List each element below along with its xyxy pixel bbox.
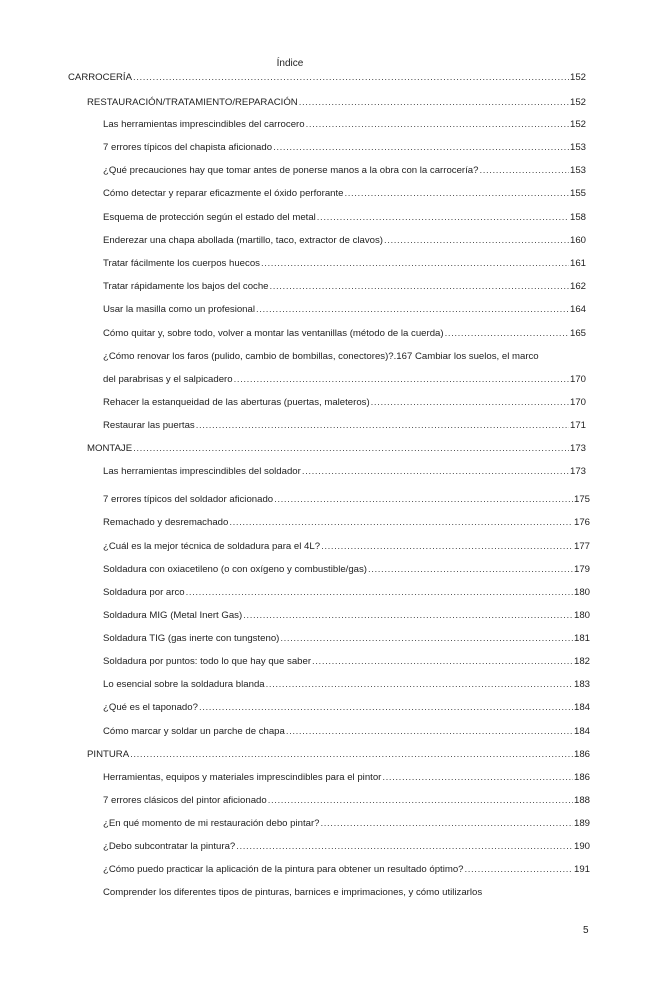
toc-entry-page: 186 <box>573 772 590 783</box>
dot-leader <box>133 72 569 83</box>
toc-entry[interactable] <box>103 726 590 737</box>
dot-leader <box>243 610 573 621</box>
toc-entry[interactable] <box>103 235 586 246</box>
toc-entry[interactable] <box>103 564 590 575</box>
toc-entry-text: ¿Cómo renovar los faros (pulido, cambio de bombillas, conectores)?.167 Cambiar los suelos, el marco <box>103 351 539 362</box>
dot-leader <box>479 165 569 176</box>
toc-entry-page: 165 <box>569 328 586 339</box>
dot-leader <box>345 188 569 199</box>
toc-entry-title: RESTAURACIÓN/TRATAMIENTO/REPARACIÓN <box>87 97 298 108</box>
toc-entry-page: 173 <box>569 466 586 477</box>
toc-title: Índice <box>276 58 304 69</box>
toc-entry-title: Usar la masilla como un profesional <box>103 304 255 315</box>
dot-leader <box>234 374 569 385</box>
toc-entry[interactable] <box>87 443 586 454</box>
toc-entry-page: 184 <box>573 726 590 737</box>
toc-entry-title: PINTURA <box>87 749 130 760</box>
toc-entry-page: 182 <box>573 656 590 667</box>
dot-leader <box>384 235 569 246</box>
dot-leader <box>133 443 569 454</box>
dot-leader <box>236 841 573 852</box>
toc-entry-page: 162 <box>569 281 586 292</box>
toc-entry-page: 170 <box>569 374 586 385</box>
dot-leader <box>186 587 573 598</box>
toc-entry-page: 153 <box>569 142 586 153</box>
toc-entry[interactable] <box>87 749 590 760</box>
dot-leader <box>266 679 573 690</box>
toc-entry[interactable] <box>103 119 586 130</box>
dot-leader <box>229 517 573 528</box>
toc-entry[interactable] <box>103 864 590 875</box>
toc-entry-page: 188 <box>573 795 590 806</box>
toc-entry-title: ¿Qué precauciones hay que tomar antes de ponerse manos a la obra con la carrocería? <box>103 165 479 176</box>
toc-entry[interactable] <box>87 97 586 108</box>
toc-entry-page: 180 <box>573 610 590 621</box>
toc-entry[interactable] <box>103 258 586 269</box>
toc-entry[interactable] <box>103 494 590 505</box>
toc-entry-title: Soldadura TIG (gas inerte con tungsteno) <box>103 633 280 644</box>
dot-leader <box>268 795 573 806</box>
toc-entry[interactable] <box>103 841 590 852</box>
toc-entry[interactable] <box>103 188 586 199</box>
toc-entry-title: Las herramientas imprescindibles del carrocero <box>103 119 305 130</box>
toc-entry-page: 158 <box>569 212 586 223</box>
toc-entry[interactable] <box>103 212 586 223</box>
toc-entry-page: 181 <box>573 633 590 644</box>
toc-entry-title: ¿Cómo puedo practicar la aplicación de la pintura para obtener un resultado óptimo? <box>103 864 464 875</box>
dot-leader <box>130 749 573 760</box>
toc-entry-page: 175 <box>573 494 590 505</box>
toc-entry[interactable] <box>103 610 590 621</box>
toc-entry-title: Rehacer la estanqueidad de las aberturas (puertas, maleteros) <box>103 397 370 408</box>
toc-entry-title: CARROCERÍA <box>68 72 132 83</box>
dot-leader <box>465 864 573 875</box>
dot-leader <box>280 633 573 644</box>
toc-entry-title: Esquema de protección según el estado del metal <box>103 212 316 223</box>
dot-leader <box>261 258 569 269</box>
dot-leader <box>270 281 569 292</box>
toc-entry-page: 160 <box>569 235 586 246</box>
toc-entry[interactable] <box>103 397 586 408</box>
toc-entry-title: Soldadura por arco <box>103 587 185 598</box>
dot-leader <box>321 818 573 829</box>
toc-entry-page: 190 <box>573 841 590 852</box>
dot-leader <box>302 466 569 477</box>
toc-entry[interactable] <box>103 142 586 153</box>
toc-entry[interactable] <box>103 304 586 315</box>
toc-entry-page: 179 <box>573 564 590 575</box>
toc-entry-page: 186 <box>573 749 590 760</box>
toc-entry[interactable] <box>103 420 586 431</box>
toc-entry-title: Remachado y desremachado <box>103 517 229 528</box>
toc-entry[interactable] <box>103 466 586 477</box>
toc-entry-page: 184 <box>573 702 590 713</box>
dot-leader <box>312 656 573 667</box>
toc-entry[interactable] <box>103 656 590 667</box>
toc-entry-page: 161 <box>569 258 586 269</box>
toc-entry-title: Tratar fácilmente los cuerpos huecos <box>103 258 260 269</box>
toc-entry-title: Herramientas, equipos y materiales imprescindibles para el pintor <box>103 772 382 783</box>
toc-entry[interactable] <box>103 587 590 598</box>
toc-entry-page: 191 <box>573 864 590 875</box>
toc-entry[interactable] <box>103 281 586 292</box>
toc-entry[interactable] <box>103 517 590 528</box>
toc-entry-title: Restaurar las puertas <box>103 420 195 431</box>
toc-entry-title: ¿Cuál es la mejor técnica de soldadura para el 4L? <box>103 541 321 552</box>
toc-entry-page: 152 <box>569 119 586 130</box>
toc-entry[interactable] <box>103 165 586 176</box>
toc-entry-title: Tratar rápidamente los bajos del coche <box>103 281 269 292</box>
toc-entry[interactable] <box>103 328 586 339</box>
toc-entry-page: 180 <box>573 587 590 598</box>
toc-entry-title: Enderezar una chapa abollada (martillo, taco, extractor de clavos) <box>103 235 383 246</box>
dot-leader <box>445 328 569 339</box>
toc-entry-page: 176 <box>573 517 590 528</box>
dot-leader <box>196 420 569 431</box>
dot-leader <box>371 397 569 408</box>
toc-entry-text: Comprender los diferentes tipos de pinturas, barnices e imprimaciones, y cómo utilizarlos <box>103 887 483 898</box>
toc-entry-title: Lo esencial sobre la soldadura blanda <box>103 679 265 690</box>
toc-entry[interactable] <box>103 818 590 829</box>
toc-entry-page: 171 <box>569 420 586 431</box>
dot-leader <box>306 119 569 130</box>
dot-leader <box>299 97 569 108</box>
dot-leader <box>317 212 569 223</box>
toc-entry[interactable] <box>103 633 590 644</box>
toc-entry[interactable] <box>68 72 586 83</box>
dot-leader <box>199 702 573 713</box>
toc-entry-title: Soldadura MIG (Metal Inert Gas) <box>103 610 243 621</box>
toc-entry-page: 183 <box>573 679 590 690</box>
toc-entry[interactable] <box>103 679 590 690</box>
toc-entry-title: Cómo quitar y, sobre todo, volver a montar las ventanillas (método de la cuerda) <box>103 328 444 339</box>
toc-entry-title: 7 errores típicos del chapista aficionado <box>103 142 273 153</box>
toc-entry-title: Las herramientas imprescindibles del soldador <box>103 466 301 477</box>
toc-entry[interactable] <box>103 772 590 783</box>
toc-entry-page: 155 <box>569 188 586 199</box>
toc-entry-page: 164 <box>569 304 586 315</box>
toc-entry-title: ¿Debo subcontratar la pintura? <box>103 841 236 852</box>
toc-entry[interactable] <box>103 795 590 806</box>
toc-entry[interactable] <box>103 374 586 385</box>
dot-leader <box>256 304 569 315</box>
toc-entry-page: 152 <box>569 72 586 83</box>
toc-entry-title: Cómo marcar y soldar un parche de chapa <box>103 726 285 737</box>
dot-leader <box>286 726 573 737</box>
toc-entry-title: MONTAJE <box>87 443 133 454</box>
dot-leader <box>382 772 573 783</box>
dot-leader <box>321 541 573 552</box>
toc-entry-page: 153 <box>569 165 586 176</box>
toc-entry-title: Soldadura con oxiacetileno (o con oxígeno y combustible/gas) <box>103 564 367 575</box>
toc-entry-page: 173 <box>569 443 586 454</box>
page-number: 5 <box>583 925 589 936</box>
toc-entry-title: Cómo detectar y reparar eficazmente el óxido perforante <box>103 188 344 199</box>
dot-leader <box>273 142 569 153</box>
dot-leader <box>274 494 573 505</box>
toc-entry-page: 170 <box>569 397 586 408</box>
toc-entry-title: Soldadura por puntos: todo lo que hay que saber <box>103 656 312 667</box>
toc-entry-page: 177 <box>573 541 590 552</box>
toc-entry[interactable] <box>103 541 590 552</box>
toc-entry-title: del parabrisas y el salpicadero <box>103 374 233 385</box>
dot-leader <box>368 564 573 575</box>
toc-entry[interactable] <box>103 702 590 713</box>
toc-entry-page: 189 <box>573 818 590 829</box>
toc-entry-title: ¿En qué momento de mi restauración debo pintar? <box>103 818 320 829</box>
toc-entry-title: 7 errores típicos del soldador aficionado <box>103 494 274 505</box>
toc-entry-title: 7 errores clásicos del pintor aficionado <box>103 795 267 806</box>
toc-entry-title: ¿Qué es el taponado? <box>103 702 198 713</box>
toc-entry-page: 152 <box>569 97 586 108</box>
